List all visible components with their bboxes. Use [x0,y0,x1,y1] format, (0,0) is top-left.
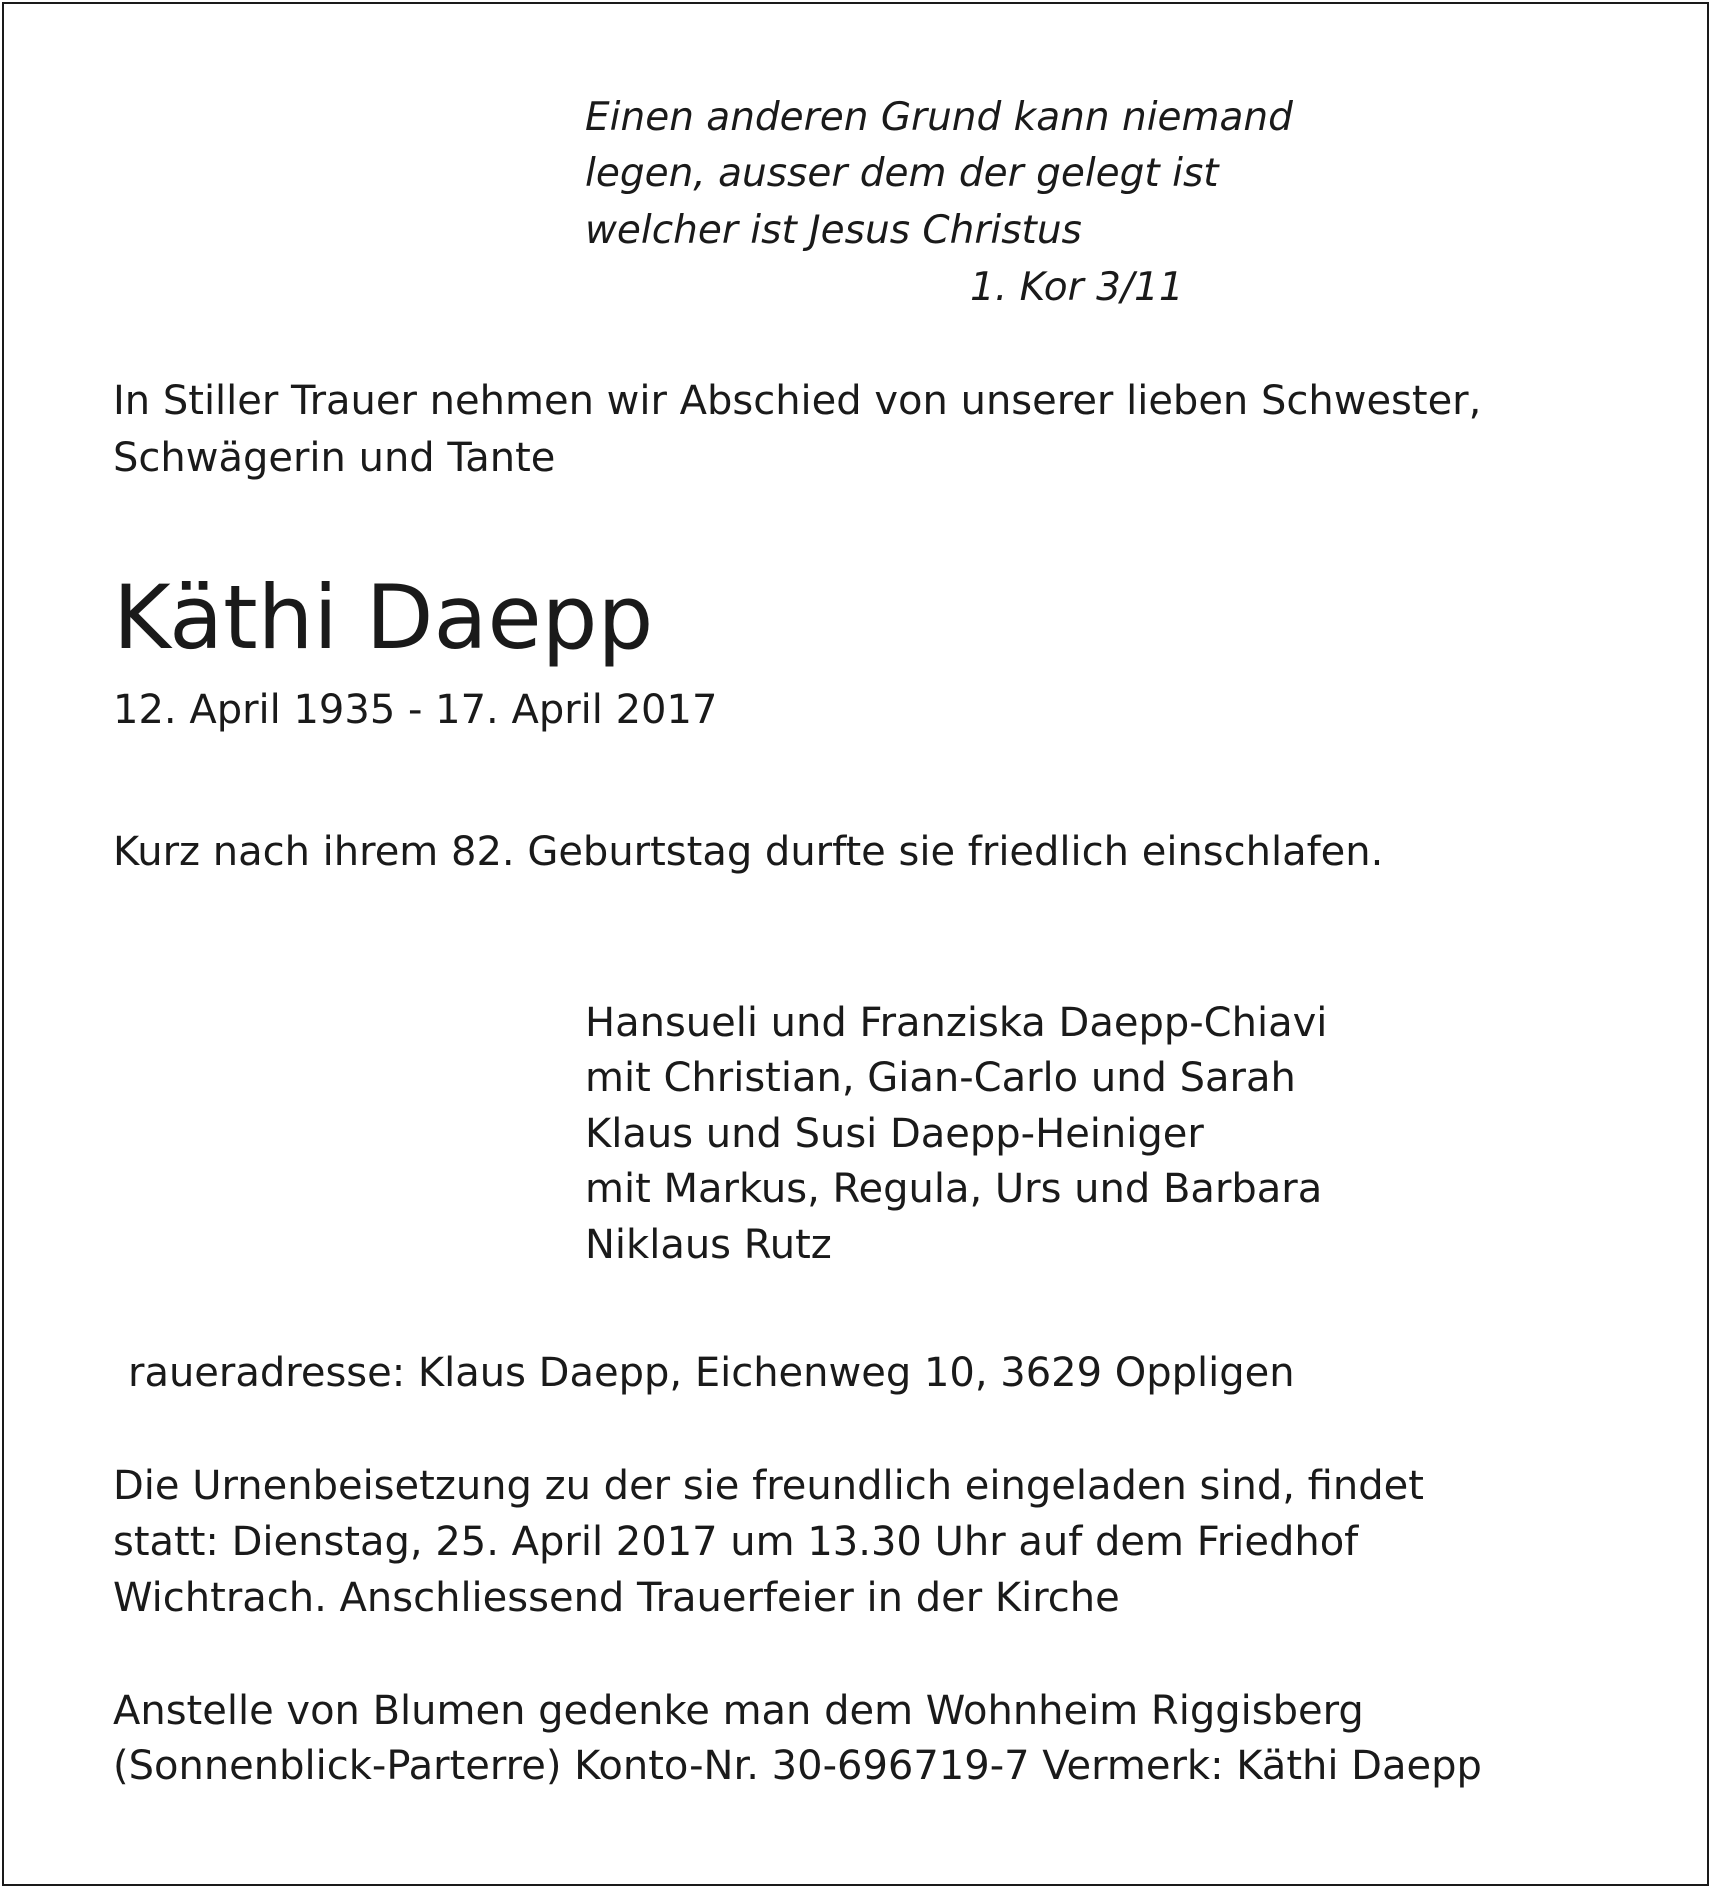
verse-reference: 1. Kor 3/11 [970,265,1184,310]
donation-line-1: Anstelle von Blumen gedenke man dem Wohnheim Riggisberg [113,1688,1364,1734]
intro-line-1: In Stiller Trauer nehmen wir Abschied von unserer lieben Schwester, [113,378,1482,424]
verse-line-3: welcher ist Jesus Christus [585,208,1082,253]
donation-line-2: (Sonnenblick-Parterre) Konto-Nr. 30-696719-7 Vermerk: Käthi Daepp [113,1743,1482,1789]
mourner-line-4: mit Markus, Regula, Urs und Barbara [585,1166,1323,1212]
passing-note: Kurz nach ihrem 82. Geburtstag durfte sie friedlich einschlafen. [113,829,1384,875]
ceremony-line-2: statt: Dienstag, 25. April 2017 um 13.30 Uhr auf dem Friedhof [113,1519,1359,1565]
mourner-line-2: mit Christian, Gian-Carlo und Sarah [585,1055,1296,1101]
mourner-line-1: Hansueli und Franziska Daepp-Chiavi [585,1000,1328,1046]
mourning-address: raueradresse: Klaus Daepp, Eichenweg 10, 3629 Oppligen [128,1350,1295,1396]
mourner-line-5: Niklaus Rutz [585,1222,832,1268]
verse-line-2: legen, ausser dem der gelegt ist [585,151,1219,196]
verse-line-1: Einen anderen Grund kann niemand [585,95,1293,140]
ceremony-line-1: Die Urnenbeisetzung zu der sie freundlich eingeladen sind, findet [113,1463,1424,1509]
intro-line-2: Schwägerin und Tante [113,435,556,481]
mourner-line-3: Klaus und Susi Daepp-Heiniger [585,1111,1204,1157]
ceremony-line-3: Wichtrach. Anschliessend Trauerfeier in der Kirche [113,1575,1120,1621]
life-dates: 12. April 1935 - 17. April 2017 [113,687,718,733]
deceased-name: Käthi Daepp [113,566,654,669]
